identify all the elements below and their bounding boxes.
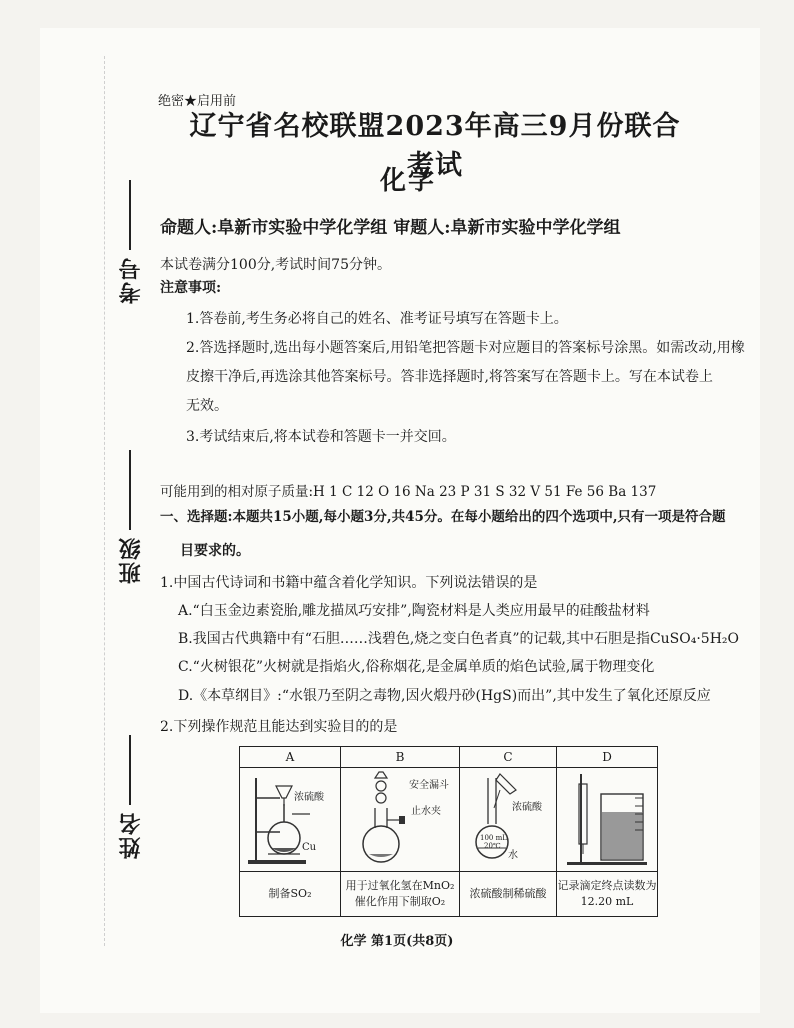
class-field[interactable] <box>110 450 150 584</box>
label-c-water: 水 <box>508 850 518 861</box>
caption-c: 浓硫酸制稀硫酸 <box>460 872 557 917</box>
apparatus-d <box>557 768 658 872</box>
page-footer: 化学 第1页(共8页) <box>340 934 454 949</box>
secret-tag: 绝密★启用前 <box>158 94 237 109</box>
authors-line: 命题人:阜新市实验中学化学组 审题人:阜新市实验中学化学组 <box>160 218 621 238</box>
seal-line <box>104 56 106 946</box>
notice-2-end: 无效。 <box>186 398 228 414</box>
name-blank <box>129 735 131 805</box>
col-header-a: A <box>240 747 341 768</box>
section1-line1: 一、选择题:本题共15小题,每小题3分,共45分。在每小题给出的四个选项中,只有一项是符合题 <box>160 509 726 525</box>
notice-2-cont: 皮擦干净后,再选涂其他答案标号。答非选择题时,将答案写在答题卡上。写在本试卷上 <box>186 369 713 385</box>
subject-title: 化学 <box>380 166 437 196</box>
class-label: 班级 <box>117 536 144 584</box>
caption-b: 用于过氧化氢在MnO₂催化作用下制取O₂ <box>341 872 460 917</box>
q2-stem: 2.下列操作规范且能达到实验目的的是 <box>160 719 398 735</box>
caption-d: 记录滴定终点读数为12.20 mL <box>557 872 658 917</box>
notice-title: 注意事项: <box>160 280 222 296</box>
q1-option-d: D.《本草纲目》:“水银乃至阴之毒物,因火煅丹砂(HgS)而出”,其中发生了氧化还原反应 <box>178 688 711 704</box>
intro-text: 本试卷满分100分,考试时间75分钟。 <box>160 257 391 273</box>
label-c-temp: 20℃ <box>484 842 501 850</box>
notice-2: 2.答选择题时,选出每小题答案后,用铅笔把答题卡对应题目的答案标号涂黑。如需改动,用橡 <box>186 340 745 356</box>
exam-number-label: 考号 <box>117 256 144 304</box>
notice-1: 1.答卷前,考生务必将自己的姓名、准考证号填写在答题卡上。 <box>186 311 568 327</box>
so2-apparatus-drawing <box>240 768 340 868</box>
exam-number-blank <box>129 180 131 250</box>
label-c-acid: 浓硫酸 <box>512 802 542 813</box>
q1-option-b: B.我国古代典籍中有“石胆……浅碧色,烧之变白色者真”的记载,其中石胆是指CuSO₄·5H₂O <box>178 631 740 647</box>
col-header-b: B <box>341 747 460 768</box>
q1-option-a: A.“白玉金边素瓷胎,雕龙描凤巧安排”,陶瓷材料是人类应用最早的硅酸盐材料 <box>178 603 650 619</box>
apparatus-c <box>460 768 557 872</box>
apparatus-a <box>240 768 341 872</box>
section1-line2: 目要求的。 <box>180 543 250 559</box>
q2-apparatus-table <box>239 746 658 917</box>
exam-number-field[interactable] <box>110 180 150 304</box>
name-label: 姓名 <box>117 811 144 859</box>
label-a-acid: 浓硫酸 <box>294 792 324 803</box>
caption-a: 制备SO₂ <box>240 872 341 917</box>
burette-drawing <box>557 768 657 868</box>
label-b-clamp: 止水夹 <box>411 806 441 817</box>
apparatus-b <box>341 768 460 872</box>
label-c-flask: 100 mL <box>480 834 507 842</box>
notice-3: 3.考试结束后,将本试卷和答题卡一并交回。 <box>186 429 456 445</box>
label-a-cu: Cu <box>302 842 317 853</box>
class-blank <box>129 450 131 530</box>
q1-option-c: C.“火树银花”火树就是指焰火,俗称烟花,是金属单质的焰色试验,属于物理变化 <box>178 659 655 675</box>
label-b-funnel: 安全漏斗 <box>409 780 449 791</box>
col-header-d: D <box>557 747 658 768</box>
col-header-c: C <box>460 747 557 768</box>
name-field[interactable] <box>110 735 150 859</box>
q1-stem: 1.中国古代诗词和书籍中蕴含着化学知识。下列说法错误的是 <box>160 575 538 591</box>
exam-title: 辽宁省名校联盟2023年高三9月份联合考试 <box>189 111 681 181</box>
atomic-masses: 可能用到的相对原子质量:H 1 C 12 O 16 Na 23 P 31 S 32 V 51 Fe 56 Ba 137 <box>160 484 657 500</box>
